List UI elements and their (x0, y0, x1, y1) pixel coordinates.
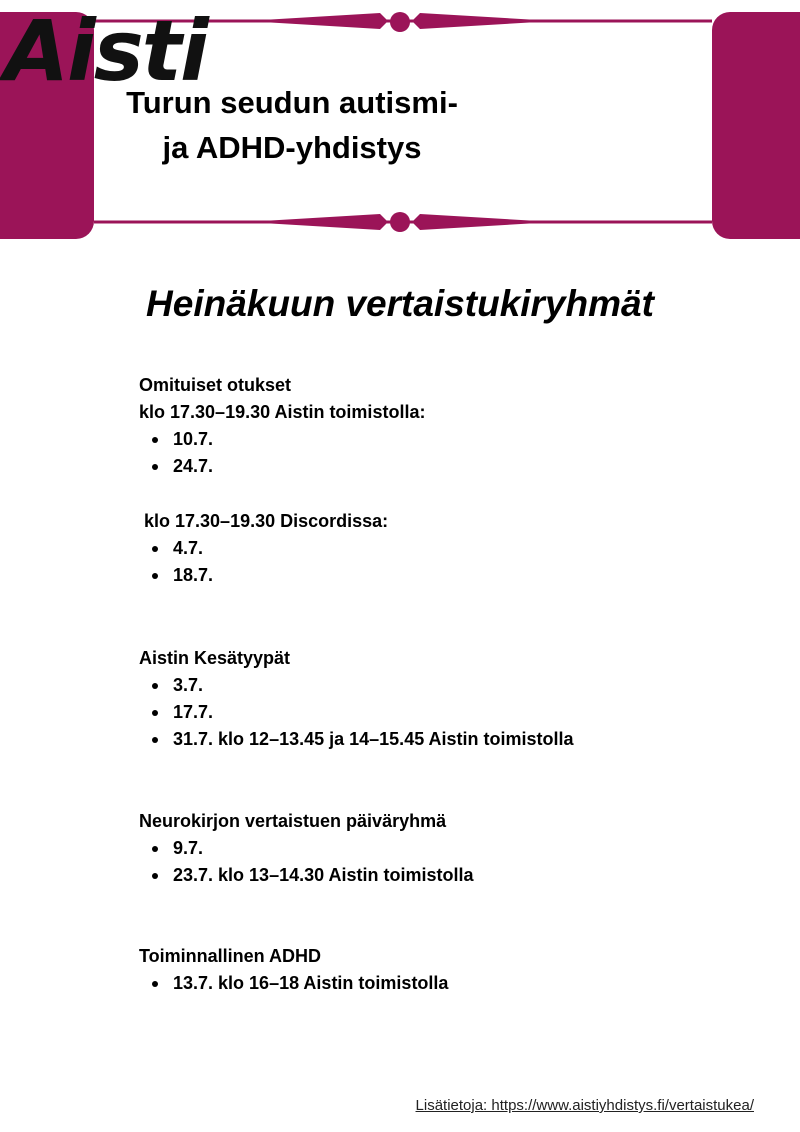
org-name-line1: Turun seudun autismi- (126, 85, 458, 120)
list-item: 13.7. klo 16–18 Aistin toimistolla (139, 970, 448, 997)
list-item: 18.7. (139, 562, 388, 589)
list-item: 4.7. (139, 535, 388, 562)
list-item: 9.7. (139, 835, 473, 862)
group-omituiset-otukset-discord (139, 508, 388, 589)
aisti-logo (0, 0, 207, 100)
group-neurokirjon-paivaryhma (139, 808, 473, 889)
header-banner (0, 0, 800, 240)
group-toiminnallinen-adhd (139, 943, 448, 997)
date-list (139, 970, 448, 997)
list-item: 23.7. klo 13–14.30 Aistin toimistolla (139, 862, 473, 889)
group-name: Omituiset otukset (139, 375, 292, 395)
group-name: Neurokirjon vertaistuen päiväryhmä (139, 811, 447, 831)
list-item: 17.7. (139, 699, 574, 726)
group-name: Aistin Kesätyypät (139, 648, 291, 668)
date-list (139, 535, 388, 589)
session-time: klo 17.30–19.30 Discordissa: (139, 511, 389, 531)
list-item: 10.7. (139, 426, 425, 453)
page-title: Heinäkuun vertaistukiryhmät (146, 283, 654, 324)
date-list (139, 835, 473, 889)
org-name-line2: ja ADHD-yhdistys (162, 130, 422, 165)
list-item: 3.7. (139, 672, 574, 699)
more-info-link[interactable]: Lisätietoja: https://www.aistiyhdistys.fi/vertaistukea/ (415, 1097, 754, 1114)
session-time: klo 17.30–19.30 Aistin toimistolla: (139, 402, 426, 422)
group-name: Toiminnallinen ADHD (139, 946, 321, 966)
logo-text: Aisti (4, 2, 207, 100)
date-list (139, 672, 574, 753)
group-aistin-kesatyypat (139, 645, 574, 753)
group-omituiset-otukset (139, 372, 425, 480)
date-list (139, 426, 425, 480)
list-item: 24.7. (139, 453, 425, 480)
list-item: 31.7. klo 12–13.45 ja 14–15.45 Aistin toimistolla (139, 726, 574, 753)
